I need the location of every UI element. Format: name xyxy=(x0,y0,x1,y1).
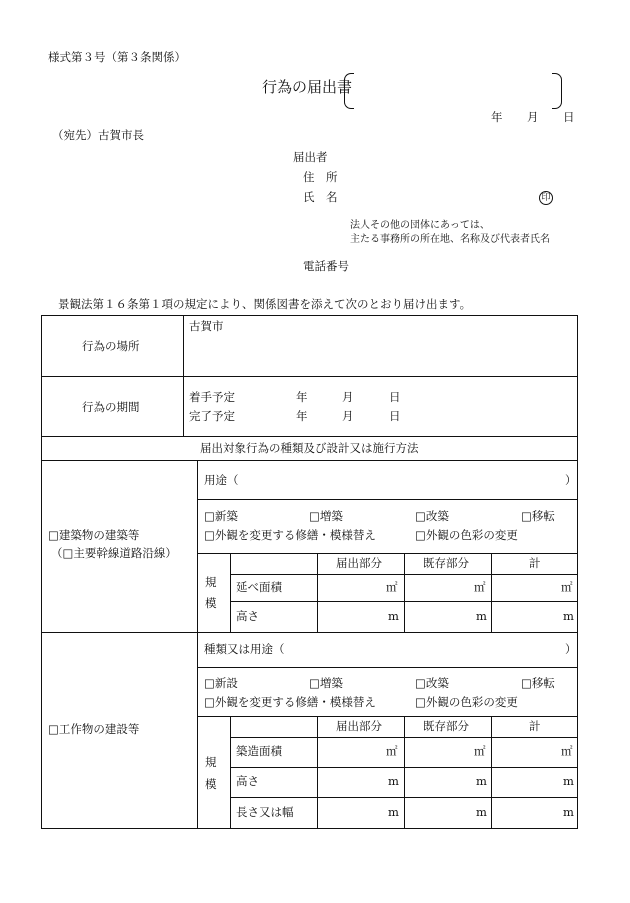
building-col-report: 届出部分 xyxy=(336,556,382,570)
building-opt-facade[interactable]: □外観を変更する修繕・模様替え xyxy=(204,528,376,542)
structure-length-unit-report: m xyxy=(388,805,399,819)
building-row-height: 高さ xyxy=(236,609,259,623)
col-divider xyxy=(491,553,492,633)
structure-length-unit-total: m xyxy=(563,805,574,819)
building-opt-new[interactable]: □新築 xyxy=(204,509,238,523)
row-divider xyxy=(41,436,578,437)
structure-col-report: 届出部分 xyxy=(336,719,382,733)
row-divider xyxy=(197,716,578,717)
period-start-label: 着手予定 xyxy=(189,390,235,404)
seal-mark: 印 xyxy=(539,191,553,205)
intro-text: 景観法第１６条第１項の規定により、関係図書を添えて次のとおり届け出ます。 xyxy=(58,297,472,311)
structure-opt-move[interactable]: □移転 xyxy=(521,676,555,690)
building-area-unit-report: ㎡ xyxy=(386,580,398,594)
period-end-month: 月 xyxy=(342,409,354,423)
structure-use-close: ） xyxy=(565,642,577,656)
building-area-unit-existing: ㎡ xyxy=(474,580,486,594)
structure-scale-label-1: 規 xyxy=(205,755,217,769)
building-height-unit-report: m xyxy=(388,609,399,623)
structure-checkbox-label[interactable]: □工作物の建設等 xyxy=(48,722,140,736)
col-divider xyxy=(197,460,198,829)
addressee: （宛先）古賀市長 xyxy=(52,128,144,142)
col-divider xyxy=(317,716,318,829)
col-divider xyxy=(230,553,231,633)
period-start-day: 日 xyxy=(389,390,401,404)
structure-row-area: 築造面積 xyxy=(236,744,282,758)
row-divider xyxy=(41,632,578,633)
building-row-area: 延べ面積 xyxy=(236,580,282,594)
col-divider xyxy=(404,716,405,829)
row-divider xyxy=(197,499,578,500)
date-day-label: 日 xyxy=(563,110,575,124)
structure-opt-facade[interactable]: □外観を変更する修繕・模様替え xyxy=(204,695,376,709)
page-title: 行為の届出書 xyxy=(262,78,353,96)
arterial-road-checkbox-label[interactable]: （□主要幹線道路沿線） xyxy=(51,546,177,560)
structure-col-existing: 既存部分 xyxy=(423,719,469,733)
table-border-top xyxy=(41,315,578,316)
building-opt-color[interactable]: □外観の色彩の変更 xyxy=(415,528,518,542)
building-area-unit-total: ㎡ xyxy=(561,580,573,594)
structure-opt-extend[interactable]: □増築 xyxy=(309,676,343,690)
building-scale-label-2: 模 xyxy=(205,596,217,610)
structure-area-unit-report: ㎡ xyxy=(386,744,398,758)
row-divider xyxy=(197,553,578,554)
structure-area-unit-total: ㎡ xyxy=(561,744,573,758)
structure-area-unit-existing: ㎡ xyxy=(474,744,486,758)
structure-row-length: 長さ又は幅 xyxy=(236,805,294,819)
phone-label: 電話番号 xyxy=(303,259,349,273)
form-number: 様式第３号（第３条関係） xyxy=(48,50,186,64)
building-opt-extend[interactable]: □増築 xyxy=(309,509,343,523)
period-end-year: 年 xyxy=(296,409,308,423)
structure-scale-label-2: 模 xyxy=(205,777,217,791)
title-bracket-right xyxy=(552,73,562,109)
row-divider xyxy=(41,460,578,461)
building-opt-move[interactable]: □移転 xyxy=(521,509,555,523)
structure-col-total: 計 xyxy=(529,719,541,733)
col-divider xyxy=(230,716,231,829)
period-label: 行為の期間 xyxy=(82,400,140,414)
building-height-unit-existing: m xyxy=(476,609,487,623)
structure-row-height: 高さ xyxy=(236,774,259,788)
title-bracket-left xyxy=(344,73,354,109)
structure-opt-new[interactable]: □新設 xyxy=(204,676,238,690)
col-divider xyxy=(491,716,492,829)
place-value: 古賀市 xyxy=(189,319,224,333)
period-start-year: 年 xyxy=(296,390,308,404)
date-month-label: 月 xyxy=(527,110,539,124)
corp-note-line2: 主たる事務所の所在地、名称及び代表者氏名 xyxy=(350,234,550,245)
corp-note-line1: 法人その他の団体にあっては、 xyxy=(350,220,490,231)
applicant-label: 届出者 xyxy=(293,150,328,164)
place-label: 行為の場所 xyxy=(82,339,140,353)
row-divider xyxy=(197,667,578,668)
building-use-close: ） xyxy=(565,473,577,487)
date-year-label: 年 xyxy=(491,110,503,124)
table-border-right xyxy=(577,315,578,829)
col-divider xyxy=(183,315,184,437)
period-end-label: 完了予定 xyxy=(189,409,235,423)
building-use-label: 用途（ xyxy=(204,473,239,487)
building-col-total: 計 xyxy=(529,556,541,570)
structure-use-label: 種類又は用途（ xyxy=(204,642,285,656)
structure-height-unit-existing: m xyxy=(476,774,487,788)
building-opt-rebuild[interactable]: □改築 xyxy=(415,509,449,523)
building-col-existing: 既存部分 xyxy=(423,556,469,570)
building-height-unit-total: m xyxy=(563,609,574,623)
table-border-bottom xyxy=(41,828,578,829)
section-header: 届出対象行為の種類及び設計又は施行方法 xyxy=(200,441,419,455)
name-label: 氏 名 xyxy=(303,190,338,204)
structure-height-unit-total: m xyxy=(563,774,574,788)
building-checkbox-label[interactable]: □建築物の建築等 xyxy=(48,528,140,542)
table-border-left xyxy=(41,315,42,829)
structure-opt-color[interactable]: □外観の色彩の変更 xyxy=(415,695,518,709)
address-label: 住 所 xyxy=(303,170,338,184)
period-start-month: 月 xyxy=(342,390,354,404)
building-scale-label-1: 規 xyxy=(205,575,217,589)
structure-height-unit-report: m xyxy=(388,774,399,788)
col-divider xyxy=(317,553,318,633)
col-divider xyxy=(404,553,405,633)
structure-length-unit-existing: m xyxy=(476,805,487,819)
structure-opt-rebuild[interactable]: □改築 xyxy=(415,676,449,690)
period-end-day: 日 xyxy=(389,409,401,423)
row-divider xyxy=(41,376,578,377)
